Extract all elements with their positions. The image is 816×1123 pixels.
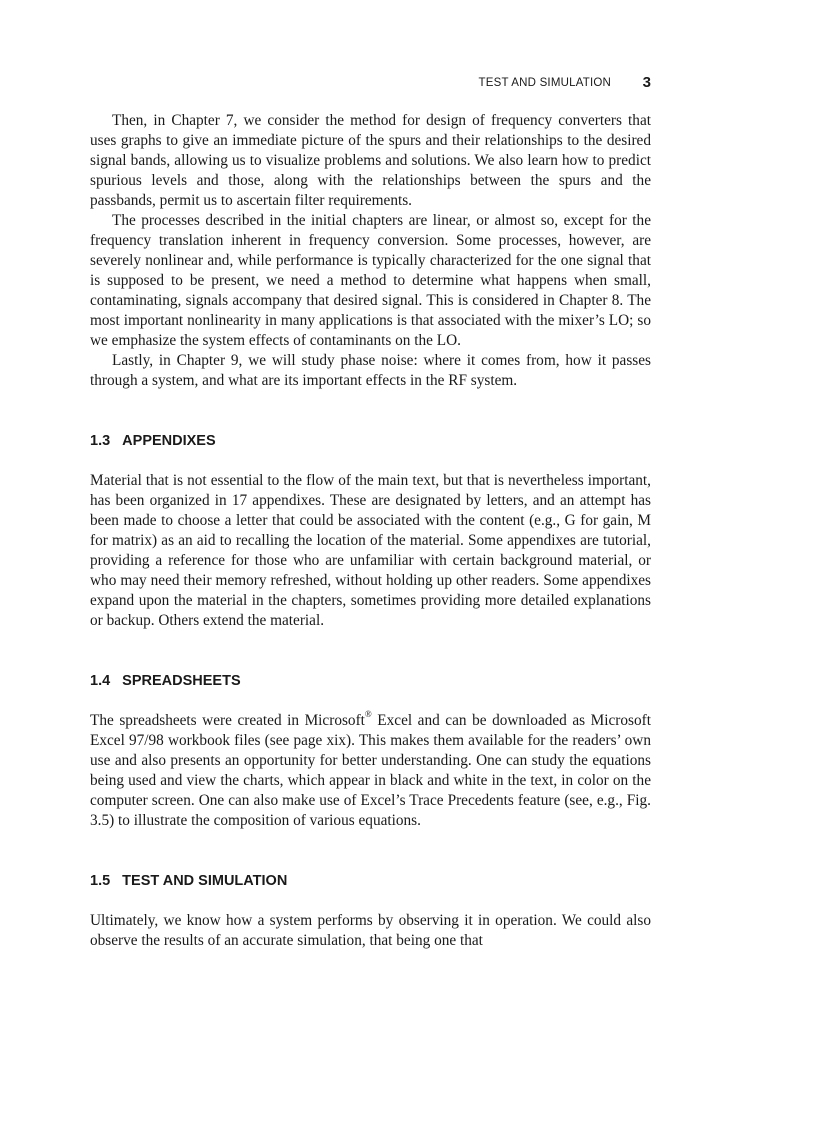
section-number: 1.5 — [90, 873, 111, 889]
running-title: TEST AND SIMULATION — [478, 77, 611, 89]
appendixes-paragraph: Material that is not essential to the flow of the main text, but that is nevertheless important, has been organized in 17 appendixes. These are designated by letters, and an attempt has been made to choose a letter that could be associated with the content (e.g., G for gain, M for matrix) as an aid to recalling the location of the material. Some appendixes are tutorial, providing a reference for those who are unfamiliar with certain background material, or who may need their memory refreshed, without holding up other readers. Some appendixes expand upon the material in the chapters, sometimes providing more detailed explanations or backup. Others extend the material. — [90, 472, 651, 629]
section-number: 1.4 — [90, 673, 111, 689]
test-and-simulation-paragraph: Ultimately, we know how a system performs by observing it in operation. We could also observe the results of an accurate simulation, that being one that — [90, 912, 651, 949]
spreadsheets-text-rest: Excel and can be downloaded as Microsoft Excel 97/98 workbook files (see page xix). This makes them available for the readers’ own use and also presents an opportunity for better understanding. One can study the equations being used and view the charts, which appear in black and white in the text, in color on the computer screen. One can also make use of Excel’s Trace Precedents feature (see, e.g., Fig. 3.5) to illustrate the composition of various equations. — [90, 712, 651, 829]
spreadsheets-paragraph — [90, 711, 651, 831]
section-heading-test-and-simulation — [90, 871, 651, 891]
section-heading-spreadsheets — [90, 671, 651, 691]
intro-paragraph-chapter-7: Then, in Chapter 7, we consider the method for design of frequency converters that uses graphs to give an immediate picture of the spurs and their relationships to the desired signal bands, allowing us to visualize problems and solutions. We also learn how to predict spurious levels and those, along with the relationships between the spurs and the passbands, permit us to ascertain filter requirements. — [90, 112, 651, 209]
registered-trademark-mark: ® — [364, 709, 372, 719]
section-number: 1.3 — [90, 433, 111, 449]
page-body — [90, 111, 651, 951]
section-heading-appendixes — [90, 431, 651, 451]
page-number: 3 — [642, 74, 651, 91]
section-title: APPENDIXES — [122, 433, 216, 449]
section-title: SPREADSHEETS — [122, 673, 241, 689]
spreadsheets-text-start: The spreadsheets were created in Microsoft — [90, 712, 365, 729]
section-title: TEST AND SIMULATION — [122, 873, 288, 889]
intro-paragraph-chapter-8: The processes described in the initial chapters are linear, or almost so, except for the frequency translation inherent in frequency conversion. Some processes, however, are severely nonlinear and, while performance is typically characterized for the one signal that is supposed to be present, we need a method to determine what happens when small, contaminating, signals accompany that desired signal. This is considered in Chapter 8. The most important nonlinearity in many applications is that associated with the mixer’s LO; so we emphasize the system effects of contaminants on the LO. — [90, 212, 651, 349]
intro-paragraph-chapter-9: Lastly, in Chapter 9, we will study phase noise: where it comes from, how it passes through a system, and what are its important effects in the RF system. — [90, 352, 651, 389]
running-head — [90, 74, 651, 92]
